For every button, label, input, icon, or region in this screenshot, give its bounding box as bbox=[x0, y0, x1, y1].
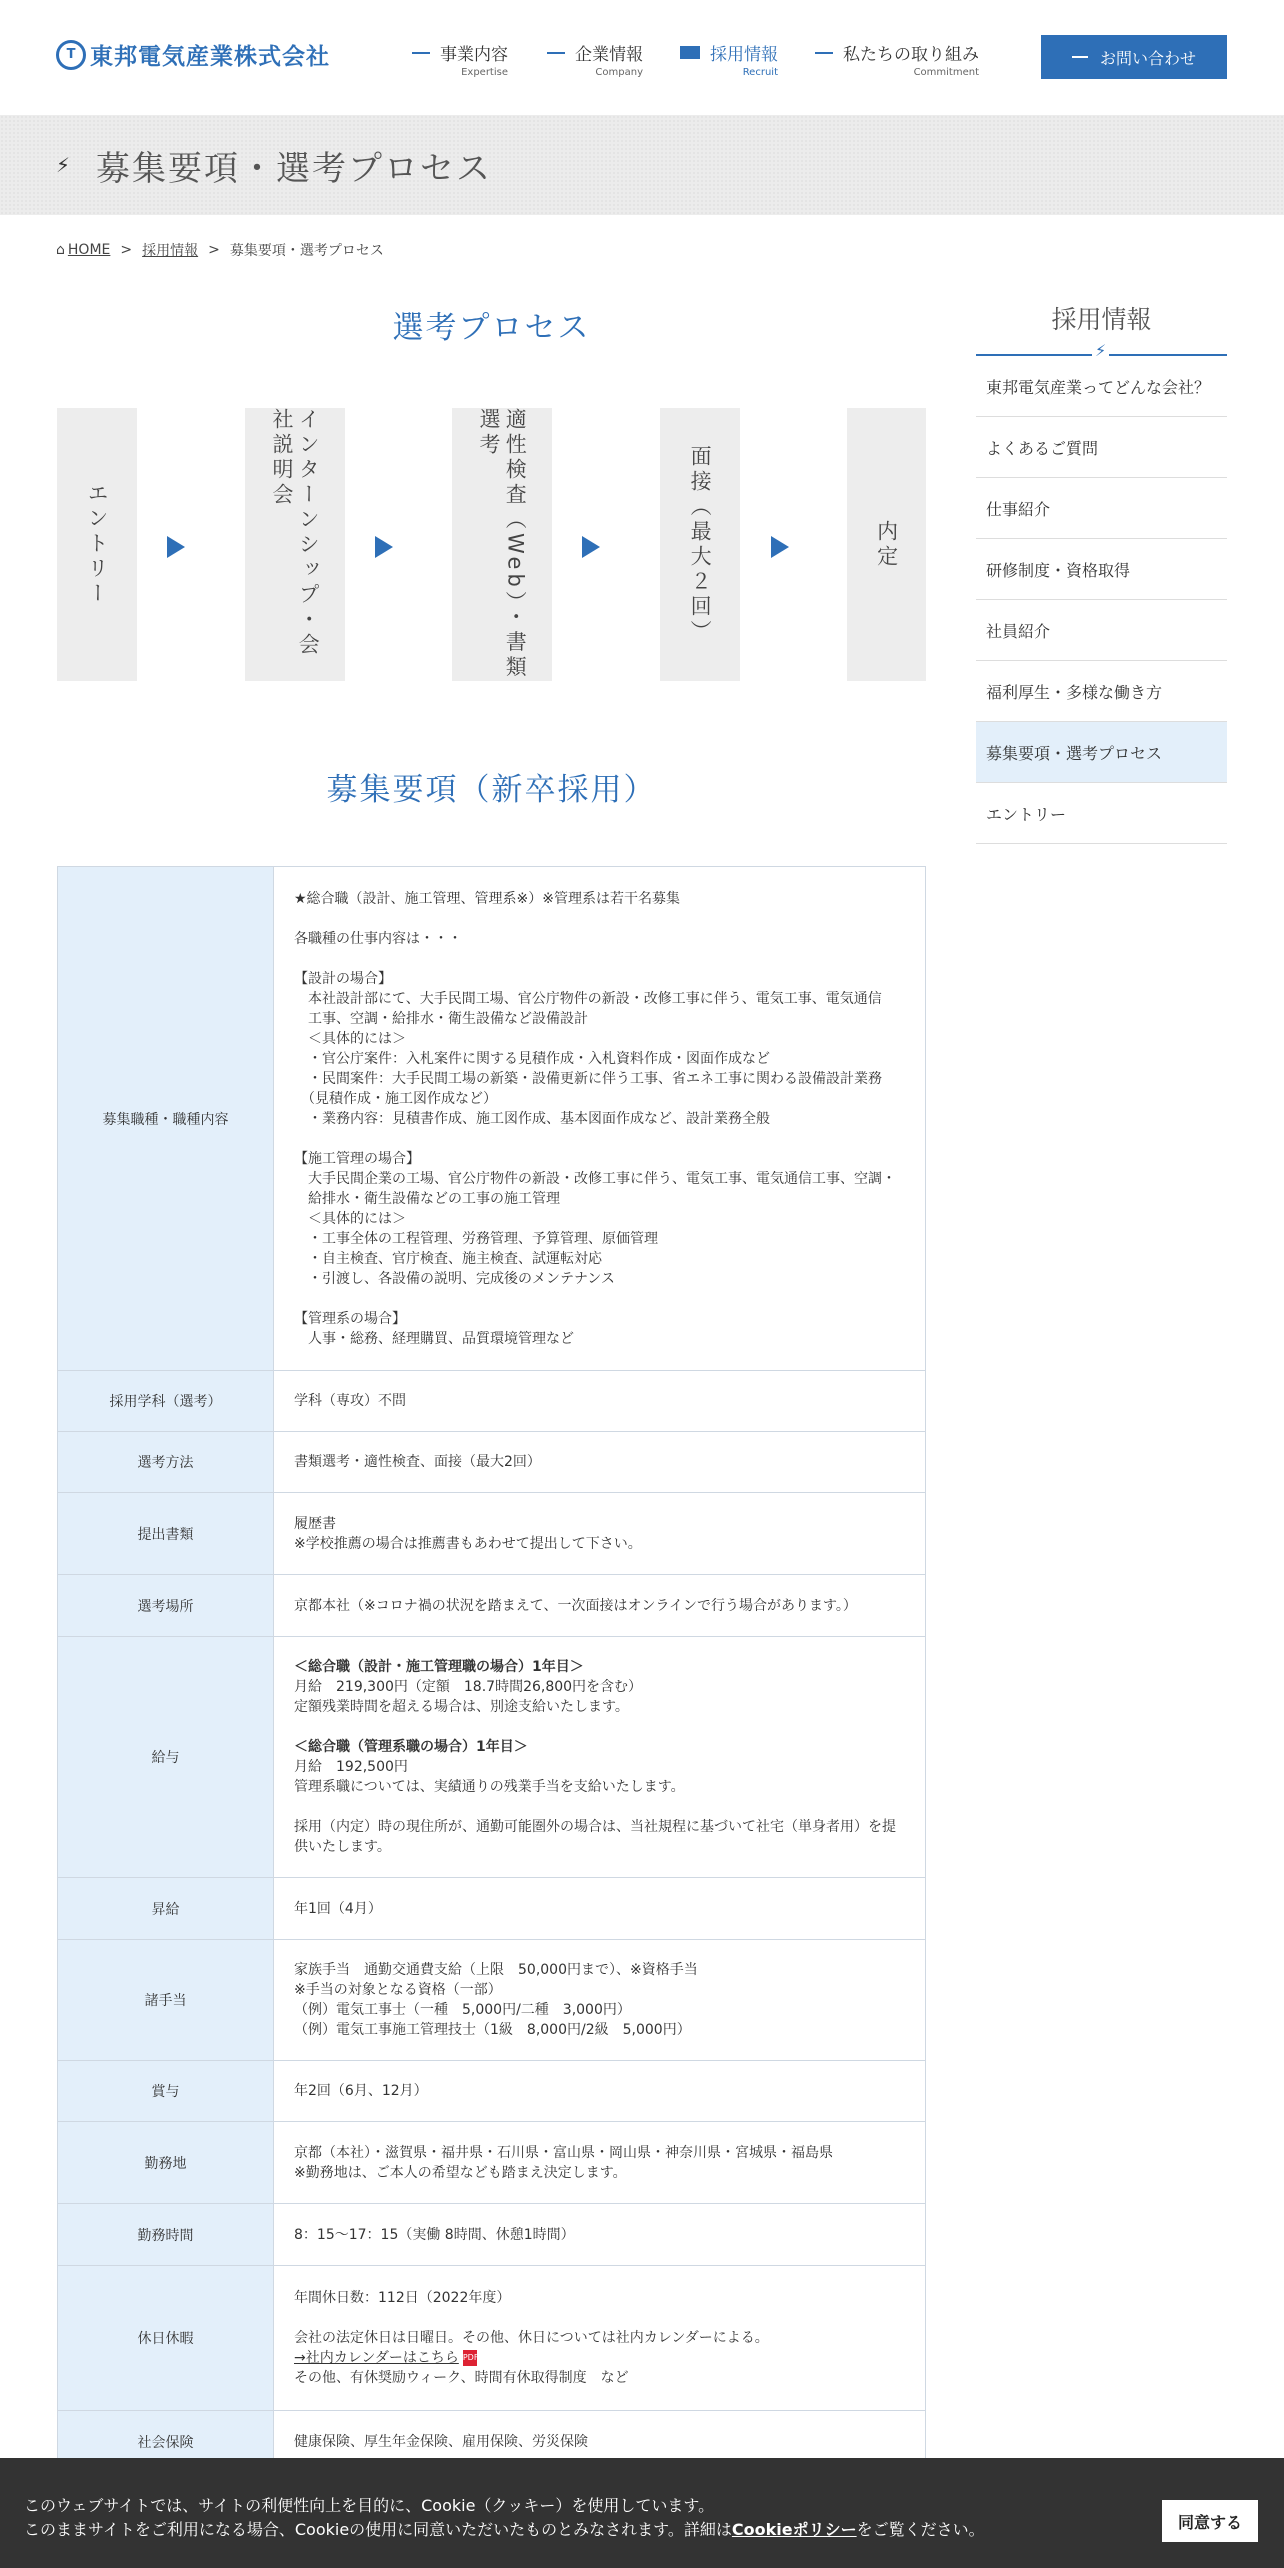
row-label: 募集職種・職種内容 bbox=[58, 867, 274, 1371]
table-row bbox=[58, 2061, 926, 2122]
table-row bbox=[58, 1493, 926, 1575]
page-title: 募集要項・選考プロセス bbox=[96, 148, 492, 189]
cookie-line: をご覧ください。 bbox=[856, 2520, 985, 2539]
row-label: 採用学科（選考） bbox=[58, 1371, 274, 1432]
requirements-table bbox=[57, 866, 926, 2473]
sidebar-item-jobs[interactable]: 仕事紹介 bbox=[976, 478, 1227, 539]
breadcrumb-home[interactable]: HOME bbox=[67, 242, 111, 258]
cookie-policy-link[interactable]: Cookieポリシー bbox=[731, 2520, 857, 2539]
logo-mark: T bbox=[56, 40, 86, 70]
nav-label: 事業内容 bbox=[440, 45, 508, 65]
active-marker bbox=[680, 46, 700, 59]
row-value: 京都本社（※コロナ禍の状況を踏まえて、一次面接はオンラインで行う場合があります。） bbox=[274, 1575, 926, 1637]
company-logo[interactable] bbox=[56, 38, 330, 71]
step-label: 内定 bbox=[874, 519, 899, 570]
sidebar-menu bbox=[976, 356, 1227, 844]
row-value: 書類選考・適性検査、面接（最大2回） bbox=[274, 1432, 926, 1493]
sidebar-item-requirements[interactable]: 募集要項・選考プロセス bbox=[976, 722, 1227, 783]
sidebar-divider bbox=[976, 341, 1227, 360]
process-step bbox=[847, 408, 926, 681]
sidebar-item-faq[interactable]: よくあるご質問 bbox=[976, 417, 1227, 478]
row-label: 給与 bbox=[58, 1637, 274, 1878]
process-step bbox=[245, 408, 345, 681]
row-label: 昇給 bbox=[58, 1878, 274, 1940]
holiday-text: その他、有休奨励ウィーク、時間有休取得制度 など bbox=[294, 2370, 629, 2386]
page-title-banner bbox=[0, 115, 1284, 215]
row-value: 年1回（4月） bbox=[274, 1878, 926, 1940]
row-value: 学科（専攻）不問 bbox=[274, 1371, 926, 1432]
step-label: インターンシップ・会社説明会 bbox=[270, 408, 321, 658]
row-label: 社会保険 bbox=[58, 2411, 274, 2473]
process-title: 選考プロセス bbox=[392, 310, 591, 346]
nav-sublabel: Recruit bbox=[742, 67, 778, 78]
sidebar-item-about[interactable]: 東邦電気産業ってどんな会社？ bbox=[976, 356, 1227, 417]
row-value: 8：15～17：15（実働 8時間、休憩1時間） bbox=[274, 2204, 926, 2266]
arrow-right-icon bbox=[771, 536, 789, 558]
holiday-text: 会社の法定休日は日曜日。その他、休日については社内カレンダーによる。 bbox=[294, 2330, 769, 2346]
salary-note: 採用（内定）時の現住所が、通勤可能圏外の場合は、当社規程に基づいて社宅（単身者用）を提 供いたします。 bbox=[294, 1819, 896, 1855]
step-label: エントリー bbox=[85, 482, 110, 607]
sidebar-item-entry[interactable]: エントリー bbox=[976, 783, 1227, 844]
requirements-title: 募集要項（新卒採用） bbox=[326, 772, 657, 808]
cookie-line: このままサイトをご利用になる場合、Cookieの使用に同意いただいたものとみなされます。詳細は bbox=[24, 2520, 732, 2539]
bolt-icon: ⚡ bbox=[56, 153, 71, 177]
nav-sublabel: Expertise bbox=[461, 67, 508, 78]
nav-recruit[interactable] bbox=[680, 40, 778, 78]
table-row bbox=[58, 1432, 926, 1493]
calendar-link[interactable]: →社内カレンダーはこちら bbox=[294, 2350, 459, 2366]
sidebar bbox=[976, 300, 1227, 844]
row-label: 賞与 bbox=[58, 2061, 274, 2122]
breadcrumb-separator: > bbox=[120, 242, 133, 258]
nav-label: 採用情報 bbox=[710, 45, 778, 65]
table-row bbox=[58, 1575, 926, 1637]
row-label: 選考方法 bbox=[58, 1432, 274, 1493]
table-row bbox=[58, 867, 926, 1371]
nav-sublabel: Company bbox=[595, 67, 643, 78]
breadcrumb-recruit[interactable]: 採用情報 bbox=[142, 243, 199, 259]
cookie-message bbox=[24, 2494, 985, 2542]
row-value: 年2回（6月、12月） bbox=[274, 2061, 926, 2122]
table-row bbox=[58, 2266, 926, 2411]
arrow-right-icon bbox=[167, 536, 185, 558]
nav-sublabel: Commitment bbox=[913, 67, 979, 78]
process-step bbox=[452, 408, 552, 681]
salary-text: 月給 219,300円（定額 18.7時間26,800円を含む） 定額残業時間を超える場合は、別途支給いたします。 bbox=[294, 1679, 643, 1715]
salary-text: 月給 192,500円 管理系職については、実績通りの残業手当を支給いたします。 bbox=[294, 1759, 685, 1795]
step-label: 面接（最大２回） bbox=[688, 444, 713, 645]
arrow-right-icon bbox=[375, 536, 393, 558]
salary-value bbox=[274, 1637, 926, 1878]
sidebar-item-staff[interactable]: 社員紹介 bbox=[976, 600, 1227, 661]
row-label: 勤務時間 bbox=[58, 2204, 274, 2266]
salary-heading: ＜総合職（設計・施工管理職の場合）1年目＞ bbox=[294, 1659, 584, 1675]
contact-button[interactable] bbox=[1041, 35, 1227, 79]
logo-text: 東邦電気産業株式会社 bbox=[90, 44, 330, 70]
row-value: 京都（本社）・滋賀県・福井県・石川県・富山県・岡山県・神奈川県・宮城県・福島県 ※勤務地は、ご本人の希望なども踏まえ決定します。 bbox=[274, 2122, 926, 2204]
nav-label: 企業情報 bbox=[575, 45, 643, 65]
breadcrumb bbox=[56, 240, 384, 260]
table-row bbox=[58, 1637, 926, 1878]
breadcrumb-current: 募集要項・選考プロセス bbox=[229, 243, 384, 259]
cookie-line: このウェブサイトでは、サイトの利便性向上を目的に、Cookie（クッキー）を使用しています。 bbox=[24, 2496, 715, 2515]
table-row bbox=[58, 1878, 926, 1940]
process-step bbox=[57, 408, 137, 681]
bolt-icon: ⚡ bbox=[1092, 341, 1109, 360]
row-label: 休日休暇 bbox=[58, 2266, 274, 2411]
contact-label: お問い合わせ bbox=[1099, 48, 1196, 68]
row-value: 履歴書 ※学校推薦の場合は推薦書もあわせて提出して下さい。 bbox=[274, 1493, 926, 1575]
row-value: ★総合職（設計、施工管理、管理系※）※管理系は若干名募集 各職種の仕事内容は・・・ 【設計の場合】 本社設計部にて、大手民間工場、官公庁物件の新設・改修工事に伴う、電気工事、電気通信 工事、空調・給排水・衛生設備など設備設計 ＜具体的には＞ ・官公庁案件：入札案件に関する見積作成・入札資料作成・図面作成など ・民間案件：大手民間工場の新築・設備更新に伴う工事、省エネ工事に関わる設備設計業務 （見積作成・施工図作成など） ・業務内容：見積書作成、施工図作成、基本図面作成など、設計業務全般 【施工管理の場合】 大手民間企業の工場、官公庁物件の新設・改修工事に伴う、電気工事、電気通信工事、空調・ 給排水・衛生設備などの工事の施工管理 ＜具体的には＞ ・工事全体の工程管理、労務管理、予算管理、原価管理 ・自主検査、官庁検査、施主検査、試運転対応 ・引渡し、各設備の説明、完成後のメンテナンス 【管理系の場合】 人事・総務、経理購買、品質環境管理など bbox=[274, 867, 926, 1371]
salary-heading: ＜総合職（管理系職の場合）1年目＞ bbox=[294, 1739, 528, 1755]
nav-company[interactable] bbox=[547, 40, 643, 78]
nav-label: 私たちの取り組み bbox=[843, 45, 979, 65]
process-step bbox=[660, 408, 740, 681]
table-row bbox=[58, 2204, 926, 2266]
site-header bbox=[0, 0, 1284, 115]
holiday-text: 年間休日数：112日（2022年度） bbox=[294, 2290, 511, 2306]
row-label: 提出書類 bbox=[58, 1493, 274, 1575]
sidebar-item-training[interactable]: 研修制度・資格取得 bbox=[976, 539, 1227, 600]
pdf-icon: PDF bbox=[463, 2350, 477, 2366]
step-label: 適性検査（Web）・書類選考 bbox=[477, 408, 528, 681]
sidebar-title: 採用情報 bbox=[1051, 305, 1152, 334]
arrow-right-icon bbox=[582, 536, 600, 558]
table-row bbox=[58, 1371, 926, 1432]
row-value: 健康保険、厚生年金保険、雇用保険、労災保険 bbox=[274, 2411, 926, 2473]
breadcrumb-separator: > bbox=[208, 242, 220, 258]
row-label: 諸手当 bbox=[58, 1940, 274, 2061]
table-row bbox=[58, 1940, 926, 2061]
row-label: 選考場所 bbox=[58, 1575, 274, 1637]
nav-commitment[interactable] bbox=[815, 40, 979, 78]
home-icon: ⌂ bbox=[56, 242, 65, 258]
cookie-accept-button[interactable]: 同意する bbox=[1162, 2500, 1258, 2542]
row-label: 勤務地 bbox=[58, 2122, 274, 2204]
nav-expertise[interactable] bbox=[412, 40, 508, 78]
sidebar-item-welfare[interactable]: 福利厚生・多様な働き方 bbox=[976, 661, 1227, 722]
row-value: 家族手当 通勤交通費支給（上限 50,000円まで）、※資格手当 ※手当の対象となる資格（一部） （例）電気工事士（一種 5,000円/二種 3,000円） （例）電気工事施工管理技士（1級 8,000円/2級 5,000円） bbox=[274, 1940, 926, 2061]
cookie-banner bbox=[0, 2458, 1284, 2568]
table-row bbox=[58, 2122, 926, 2204]
holiday-value bbox=[274, 2266, 926, 2411]
